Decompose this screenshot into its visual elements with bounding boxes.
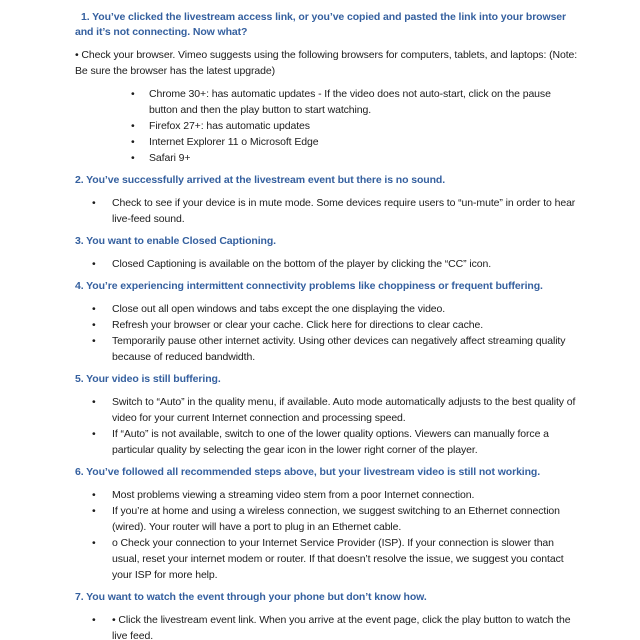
- faq-section-2: [75, 173, 580, 227]
- list-item-text: Internet Explorer 11 o Microsoft Edge: [149, 136, 319, 148]
- list-item: [75, 150, 580, 166]
- bullet-icon: •: [92, 537, 96, 549]
- section-1-intro-paragraph: • Check your browser. Vimeo suggests using the following browsers for computers, tablets, and laptops: (Note: Be sure the browser has the latest upgrade): [75, 49, 578, 77]
- section-5-heading: 5. Your video is still buffering.: [75, 373, 221, 385]
- section-3-heading: 3. You want to enable Closed Captioning.: [75, 235, 276, 247]
- list-item-text: Chrome 30+: has automatic updates - If the video does not auto-start, click on the pause button and then the play button to start watching.: [149, 88, 551, 116]
- list-item-text: If you’re at home and using a wireless connection, we suggest switching to an Ethernet connection (wired). Your router will have a port to plug in an Ethernet cable.: [112, 505, 560, 533]
- list-item: [75, 426, 580, 458]
- section-3-list: [75, 256, 580, 272]
- list-item: [75, 503, 580, 535]
- list-item: [75, 333, 580, 365]
- list-item: [75, 394, 580, 426]
- list-item: [75, 256, 580, 272]
- list-item-text: Refresh your browser or clear your cache. Click here for directions to clear cache.: [112, 319, 484, 331]
- list-item-text: o Check your connection to your Internet Service Provider (ISP). If your connection is slower than usual, reset your internet modem or router. If that doesn’t resolve the issue, we suggest you contact your ISP for more help.: [112, 537, 564, 581]
- list-item-text: Close out all open windows and tabs except the one displaying the video.: [112, 303, 446, 315]
- list-item: [75, 134, 580, 150]
- list-item: [75, 118, 580, 134]
- faq-section-5: [75, 372, 580, 458]
- list-item: [75, 535, 580, 583]
- bullet-icon: •: [92, 197, 96, 209]
- bullet-icon: •: [92, 335, 96, 347]
- faq-section-3: [75, 234, 580, 272]
- section-6-list: [75, 487, 580, 583]
- list-item-text: If “Auto” is not available, switch to one of the lower quality options. Viewers can manually force a particular quality by selecting the gear icon in the lower right corner of the player.: [112, 428, 549, 456]
- bullet-icon: •: [131, 152, 135, 164]
- list-item: [75, 317, 580, 333]
- bullet-icon: •: [92, 489, 96, 501]
- list-item-text: Switch to “Auto” in the quality menu, if available. Auto mode automatically adjusts to the best quality of video for your current Internet connection and processing speed.: [112, 396, 576, 424]
- bullet-icon: •: [131, 88, 135, 100]
- list-item-text: Most problems viewing a streaming video stem from a poor Internet connection.: [112, 489, 475, 501]
- list-item: [75, 612, 580, 640]
- section-7-list: [75, 612, 580, 640]
- bullet-icon: •: [92, 258, 96, 270]
- list-item-text: Firefox 27+: has automatic updates: [149, 120, 310, 132]
- list-item: [75, 487, 580, 503]
- list-item-text: Check to see if your device is in mute mode. Some devices require users to “un-mute” in order to hear live-feed sound.: [112, 197, 576, 225]
- bullet-icon: •: [92, 319, 96, 331]
- list-item: [75, 86, 580, 118]
- list-item: [75, 195, 580, 227]
- faq-section-4: [75, 279, 580, 365]
- list-item-text: Temporarily pause other internet activity. Using other devices can negatively affect streaming quality because of reduced bandwidth.: [112, 335, 566, 363]
- section-6-heading: 6. You’ve followed all recommended steps above, but your livestream video is still not working.: [75, 466, 541, 478]
- bullet-icon: •: [131, 136, 135, 148]
- section-2-heading: 2. You’ve successfully arrived at the livestream event but there is no sound.: [75, 174, 446, 186]
- list-item: [75, 301, 580, 317]
- section-4-heading: 4. You’re experiencing intermittent connectivity problems like choppiness or frequent buffering.: [75, 280, 543, 292]
- bullet-icon: •: [92, 396, 96, 408]
- bullet-icon: •: [92, 303, 96, 315]
- section-7-heading: 7. You want to watch the event through your phone but don’t know how.: [75, 591, 427, 603]
- section-5-list: [75, 394, 580, 458]
- list-item-text: Safari 9+: [149, 152, 191, 164]
- section-1-browser-list: [75, 86, 580, 166]
- list-item-text: Closed Captioning is available on the bottom of the player by clicking the “CC” icon.: [112, 258, 492, 270]
- section-2-list: [75, 195, 580, 227]
- list-item-text: • Click the livestream event link. When you arrive at the event page, click the play button to watch the live feed.: [112, 614, 571, 640]
- section-4-list: [75, 301, 580, 365]
- faq-section-6: [75, 465, 580, 583]
- bullet-icon: •: [92, 614, 96, 626]
- section-1-heading: 1. You’ve clicked the livestream access link, or you’ve copied and pasted the link into your browser and it’s not connecting. Now what?: [75, 11, 567, 38]
- bullet-icon: •: [92, 428, 96, 440]
- bullet-icon: •: [92, 505, 96, 517]
- faq-section-7: [75, 590, 580, 640]
- bullet-icon: •: [131, 120, 135, 132]
- faq-section-1: [75, 10, 580, 166]
